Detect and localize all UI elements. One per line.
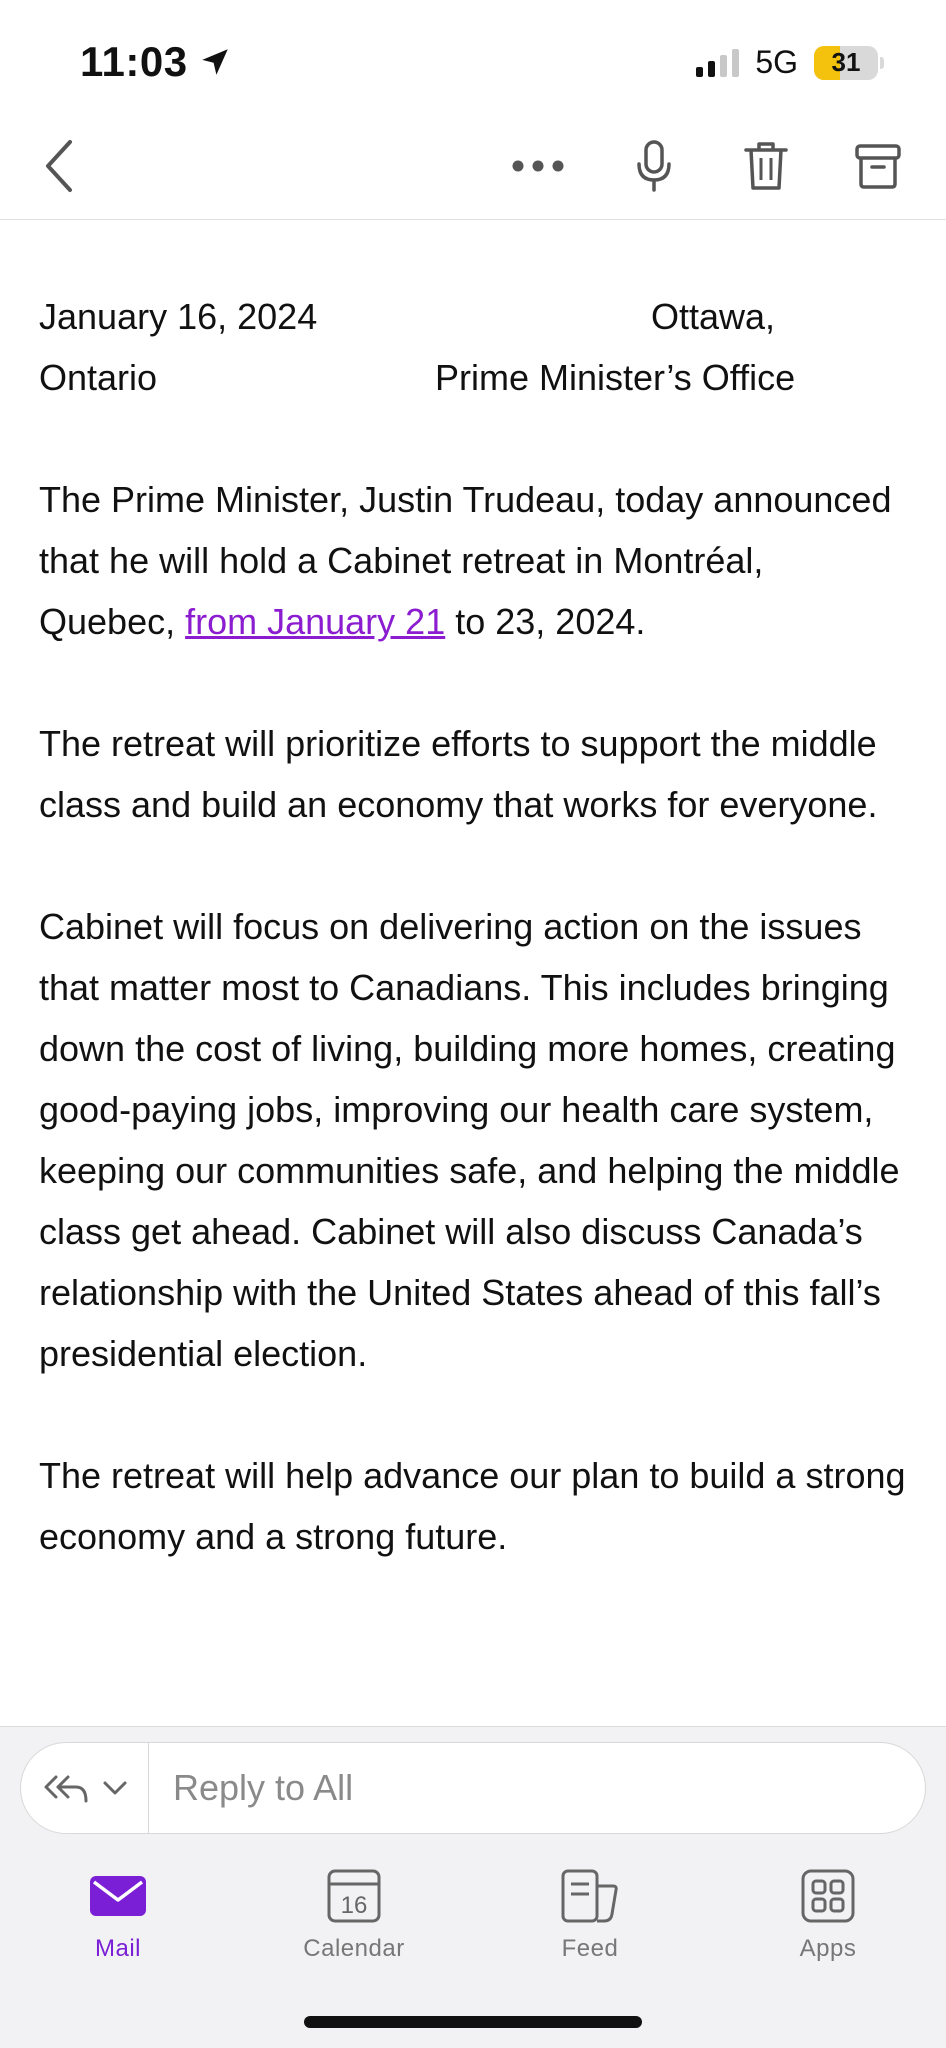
paragraph: The retreat will help advance our plan to build a strong economy and a strong future. [39,1455,906,1557]
archive-button[interactable] [846,134,910,198]
location-arrow-icon [198,45,232,79]
tab-apps-label: Apps [799,1935,857,1962]
status-bar [0,0,946,110]
tab-mail-label: Mail [94,1935,141,1962]
reply-all-icon [42,1771,90,1805]
release-city: Ottawa, [651,296,776,337]
status-indicators [696,44,878,81]
home-indicator [304,2016,642,2028]
dateline [39,286,909,408]
apps-icon [796,1867,860,1925]
reply-bar [20,1742,926,1834]
battery-icon [814,46,878,80]
reply-type-selector[interactable] [21,1742,149,1834]
tab-apps[interactable] [738,1867,918,1963]
bottom-panel [0,1726,946,2048]
paragraph: The retreat will prioritize efforts to support the middle class and build an economy that works for everyone. [39,723,878,825]
more-icon [510,158,566,174]
release-province: Ontario [39,357,158,398]
tab-calendar-label: Calendar [303,1935,405,1962]
network-type: 5G [755,44,798,80]
message-toolbar [0,112,946,220]
mic-icon [634,138,674,194]
trash-icon [743,140,789,192]
signal-icon [696,49,739,77]
email-body [39,286,909,1628]
tab-bar [0,1867,946,1987]
tab-mail[interactable] [28,1867,208,1963]
tab-feed[interactable] [500,1867,680,1963]
back-button[interactable] [28,134,92,198]
back-icon [40,138,80,194]
status-time [80,38,232,86]
delete-button[interactable] [734,134,798,198]
tab-calendar[interactable] [264,1867,444,1963]
tab-feed-label: Feed [561,1935,619,1962]
mail-icon [86,1867,150,1925]
calendar-day: 16 [340,1892,368,1919]
paragraph: Cabinet will focus on delivering action on the issues that matter most to Canadians. This includes bringing down the cost of living, building more homes, creating good-paying jobs, improving our health care system, keeping our communities safe, and helping the middle class get ahead. Cabinet will also discuss Canada’s relationship with the United States ahead of this fall’s presidential election. [39,906,900,1374]
reply-input[interactable] [149,1743,925,1833]
calendar-icon [322,1867,386,1925]
more-button[interactable] [506,134,570,198]
date-link[interactable]: from January 21 [185,601,446,642]
archive-icon [854,142,902,190]
release-date: January 16, 2024 [39,296,318,337]
battery-level: 31 [831,47,861,77]
feed-icon [558,1867,622,1925]
clock: 11:03 [80,38,188,85]
chevron-down-icon [102,1780,128,1796]
paragraph: The Prime Minister, Justin Trudeau, today announced that he will hold a Cabinet retreat in Montréal, Quebec, from January 21 to 23, 2024. [39,479,892,642]
dictate-button[interactable] [622,134,686,198]
release-office: Prime Minister’s Office [435,357,796,398]
